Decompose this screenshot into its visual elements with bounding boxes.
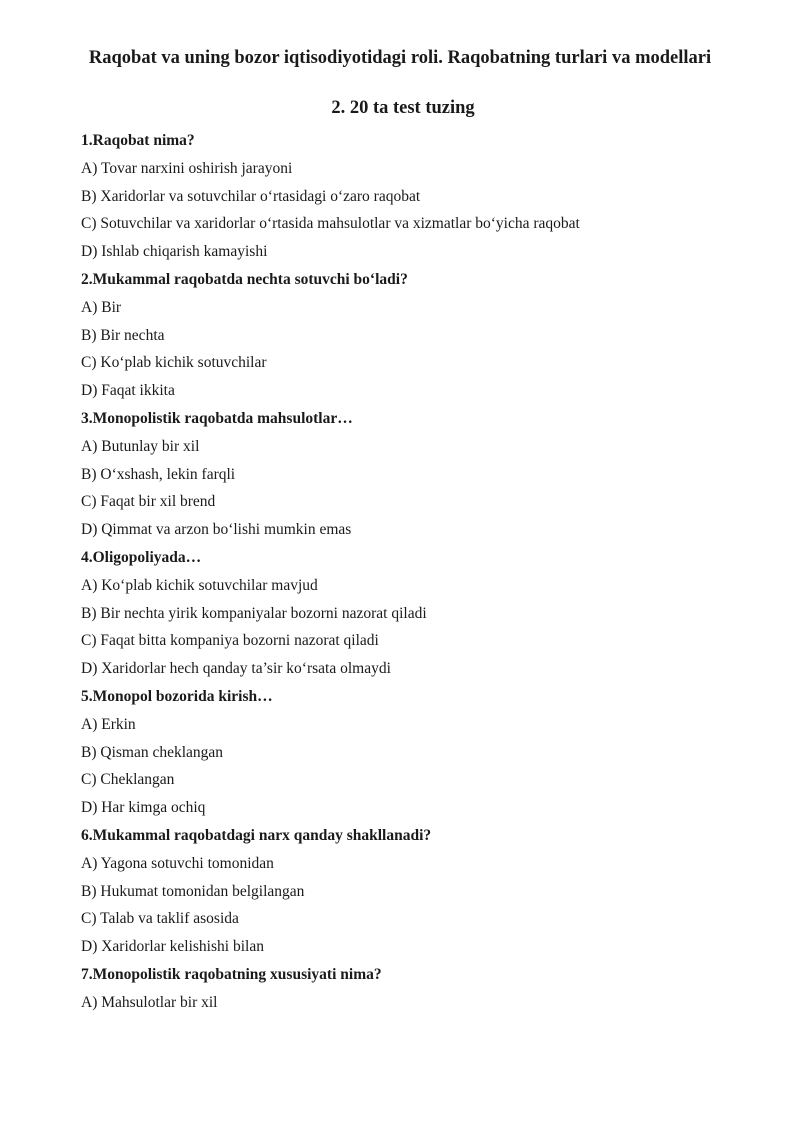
answer-options: [81, 850, 771, 961]
question-item: [81, 683, 771, 822]
answer-options: [81, 572, 771, 683]
question-item: [81, 405, 771, 544]
answer-option: C) Cheklangan: [81, 771, 175, 789]
answer-option: B) O‘xshash, lekin farqli: [81, 465, 236, 483]
question-title: 3.Monopolistik raqobatda mahsulotlar…: [81, 409, 353, 427]
answer-options: [81, 711, 771, 822]
answer-option: B) Xaridorlar va sotuvchilar o‘rtasidagi o‘zaro raqobat: [81, 187, 421, 205]
question-item: [81, 266, 771, 405]
answer-option: B) Hukumat tomonidan belgilangan: [81, 882, 305, 900]
answer-option: B) Bir nechta yirik kompaniyalar bozorni nazorat qiladi: [81, 604, 427, 622]
answer-option: A) Yagona sotuvchi tomonidan: [81, 854, 274, 872]
question-title: 7.Monopolistik raqobatning xususiyati nima?: [81, 965, 382, 983]
question-title: 5.Monopol bozorida kirish…: [81, 687, 273, 705]
answer-options: [81, 294, 771, 405]
answer-option: B) Qisman cheklangan: [81, 743, 224, 761]
question-item: [81, 544, 771, 683]
answer-option: A) Erkin: [81, 715, 136, 733]
answer-option: D) Ishlab chiqarish kamayishi: [81, 243, 268, 261]
answer-option: A) Tovar narxini oshirish jarayoni: [81, 159, 293, 177]
answer-option: C) Faqat bitta kompaniya bozorni nazorat qiladi: [81, 632, 379, 650]
question-item: [81, 127, 771, 266]
question-list: [81, 127, 771, 1017]
document-subtitle: 2. 20 ta test tuzing: [331, 98, 475, 118]
answer-option: D) Xaridorlar hech qanday ta’sir ko‘rsata olmaydi: [81, 660, 391, 678]
answer-option: D) Har kimga ochiq: [81, 799, 206, 817]
answer-option: A) Mahsulotlar bir xil: [81, 993, 218, 1011]
question-title: 6.Mukammal raqobatdagi narx qanday shakllanadi?: [81, 826, 432, 844]
answer-option: C) Faqat bir xil brend: [81, 493, 216, 511]
question-title: 4.Oligopoliyada…: [81, 548, 202, 566]
answer-options: [81, 989, 771, 1017]
answer-option: C) Sotuvchilar va xaridorlar o‘rtasida mahsulotlar va xizmatlar bo‘yicha raqobat: [81, 215, 580, 233]
answer-option: C) Talab va taklif asosida: [81, 910, 239, 928]
answer-options: [81, 433, 771, 544]
question-title: 2.Mukammal raqobatda nechta sotuvchi bo‘ladi?: [81, 270, 408, 288]
answer-option: D) Qimmat va arzon bo‘lishi mumkin emas: [81, 521, 352, 539]
answer-option: A) Ko‘plab kichik sotuvchilar mavjud: [81, 576, 318, 594]
answer-options: [81, 155, 771, 266]
answer-option: D) Xaridorlar kelishishi bilan: [81, 938, 264, 956]
document-title: Raqobat va uning bozor iqtisodiyotidagi roli. Raqobatning turlari va modellari: [88, 48, 712, 68]
answer-option: C) Ko‘plab kichik sotuvchilar: [81, 354, 267, 372]
question-item: [81, 822, 771, 961]
question-item: [81, 961, 771, 1017]
question-title: 1.Raqobat nima?: [81, 132, 195, 149]
answer-option: A) Butunlay bir xil: [81, 437, 200, 455]
answer-option: B) Bir nechta: [81, 326, 165, 344]
answer-option: D) Faqat ikkita: [81, 382, 175, 400]
answer-option: A) Bir: [81, 298, 122, 316]
